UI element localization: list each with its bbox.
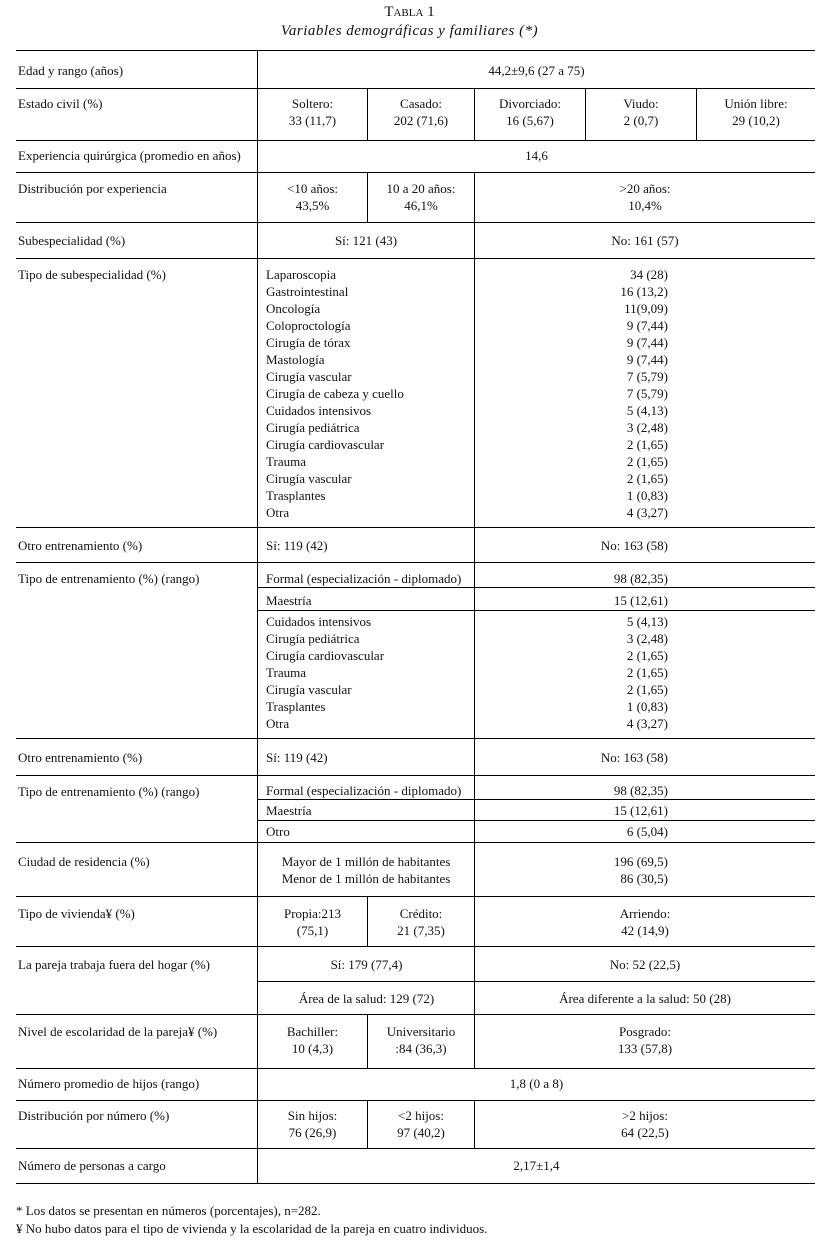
list-item (266, 664, 668, 681)
row-label: Número de personas a cargo (16, 1149, 258, 1183)
list-item (266, 317, 668, 334)
item-name: Oncología (266, 301, 321, 316)
row-estado-civil (16, 88, 815, 140)
list-item (266, 698, 668, 715)
item-value: 6 (5,04) (626, 824, 668, 839)
cell-value: 44,2±9,6 (27 a 75) (488, 63, 585, 78)
row-label: Tipo de subespecialidad (%) (16, 259, 258, 527)
divider (258, 981, 815, 982)
list-item (266, 283, 668, 300)
row-label: Estado civil (%) (16, 89, 258, 140)
cell-universitario (368, 1015, 475, 1068)
item-name: Cirugía vascular (266, 682, 352, 697)
row-vivienda (16, 896, 815, 946)
row-label: Tipo de vivienda¥ (%) (16, 897, 258, 946)
footnote: ¥ No hubo datos para el tipo de vivienda y la escolaridad de la pareja en cuatro individuos. (16, 1221, 488, 1236)
cell-head: >2 hijos: (622, 1108, 668, 1123)
cell-value: 43,5% (295, 198, 330, 213)
item-name: Otra (266, 716, 290, 731)
item-name: Trasplantes (266, 488, 326, 503)
cell-head: Bachiller: (286, 1024, 339, 1039)
item-name: Maestría (266, 803, 312, 818)
divider (258, 610, 815, 611)
list-item (266, 823, 668, 840)
cell-credito (368, 897, 475, 946)
row-label: Experiencia quirúrgica (promedio en años) (16, 141, 258, 172)
list-item (266, 715, 668, 732)
row-escolaridad (16, 1014, 815, 1068)
divider (258, 587, 815, 588)
cell-area-diferente: Área diferente a la salud: 50 (28) (559, 991, 731, 1006)
item-value: 2 (1,65) (626, 682, 668, 697)
cell-value: 202 (71,6) (393, 113, 449, 128)
item-name: Gastrointestinal (266, 284, 349, 299)
item-name: Cuidados intensivos (266, 403, 372, 418)
item-value: 9 (7,44) (626, 352, 668, 367)
row-label: Distribución por número (%) (16, 1101, 258, 1148)
cell-value: 33 (11,7) (288, 113, 337, 128)
cell-value: 14,6 (525, 148, 548, 163)
item-value: 16 (13,2) (620, 284, 668, 299)
item-name: Cirugía de tórax (266, 335, 351, 350)
row-edad (16, 50, 815, 88)
cell-head: Universitario (386, 1024, 456, 1039)
cell-value: 1,8 (0 a 8) (509, 1076, 564, 1091)
item-value: 2 (1,65) (626, 454, 668, 469)
row-experiencia (16, 140, 815, 172)
item-name: Cirugía cardiovascular (266, 648, 385, 663)
item-name: Trauma (266, 665, 306, 680)
cell-categorias (258, 843, 475, 896)
row-label: Edad y rango (años) (16, 51, 258, 88)
item-value: 4 (3,27) (626, 505, 668, 520)
item-name: Formal (especialización - diplomado) (266, 571, 462, 586)
row-label: Otro entrenamiento (%) (16, 528, 258, 562)
cell-arriendo (475, 897, 815, 946)
cell-mas-20 (475, 173, 815, 222)
cell-head: <10 años: (286, 181, 339, 196)
item-value: 1 (0,83) (626, 488, 668, 503)
list-item (266, 300, 668, 317)
list-item (266, 592, 668, 609)
item-value: 15 (12,61) (613, 803, 668, 818)
cell-posgrado (475, 1015, 815, 1068)
item-name: Formal (especialización - diplomado) (266, 783, 462, 798)
cell-no: No: 52 (22,5) (609, 957, 681, 972)
item-value: 2 (1,65) (626, 648, 668, 663)
cell-value: 10 (4,3) (291, 1041, 334, 1056)
item-name: Cirugía vascular (266, 471, 352, 486)
item-value: 98 (82,35) (613, 571, 668, 586)
list-item (266, 570, 668, 587)
cell-value: 2,17±1,4 (513, 1158, 560, 1173)
cell-si: Sí: 119 (42) (258, 739, 475, 775)
cell-menos-10 (258, 173, 368, 222)
cell-value: 97 (40,2) (397, 1125, 445, 1140)
list-item (266, 504, 668, 521)
cell-head: Casado: (400, 96, 442, 111)
row-distribucion-experiencia (16, 172, 815, 222)
cell-value: 29 (10,2) (732, 113, 780, 128)
item-name: Trasplantes (266, 699, 326, 714)
list-item (266, 266, 668, 283)
row-tipo-subespecialidad (16, 258, 815, 527)
cell-sin-hijos (258, 1101, 368, 1148)
cell-no: No: 163 (58) (600, 538, 668, 553)
cell-head: Arriendo: (619, 906, 671, 921)
item-name: Laparoscopia (266, 267, 337, 282)
cell-value: 133 (57,8) (617, 1041, 673, 1056)
list-item (266, 782, 668, 799)
cell-head: Viudo: (623, 96, 659, 111)
list-item (266, 385, 668, 402)
list-item (266, 368, 668, 385)
table-title: Variables demográficas y familiares (*) (280, 23, 539, 39)
row-label: Ciudad de residencia (%) (16, 843, 258, 896)
cell-head: Crédito: (399, 906, 443, 921)
cell-propia (258, 897, 368, 946)
cell-si: Sí: 179 (77,4) (330, 957, 403, 972)
item-name: Mastología (266, 352, 325, 367)
cell-soltero (258, 89, 368, 140)
cell-casado (368, 89, 475, 140)
cell-value: 42 (14,9) (621, 923, 669, 938)
cell-head: Divorciado: (498, 96, 562, 111)
item-value: 11(9,09) (624, 301, 668, 316)
item-name: Otro (266, 824, 290, 839)
item-value: 7 (5,79) (626, 386, 668, 401)
list-item (266, 351, 668, 368)
row-label: Tipo de entrenamiento (%) (rango) (16, 563, 258, 738)
item-value: 4 (3,27) (626, 716, 668, 731)
list-item (266, 436, 668, 453)
table-number: Tabla 1 (384, 4, 435, 20)
row-tipo-entrenamiento (16, 562, 815, 738)
row-label: Nivel de escolaridad de la pareja¥ (%) (16, 1015, 258, 1068)
cell-valores (475, 843, 668, 896)
cell-value: :84 (36,3) (395, 1041, 447, 1056)
item-value: 3 (2,48) (626, 420, 668, 435)
item-name: Maestría (266, 593, 312, 608)
row-hijos (16, 1068, 815, 1100)
cell-menos-2 (368, 1101, 475, 1148)
row-label: Otro entrenamiento (%) (16, 739, 258, 775)
list-item (266, 419, 668, 436)
item-value: 98 (82,35) (613, 783, 668, 798)
cell-value: 76 (26,9) (288, 1125, 337, 1140)
cell-mas-2 (475, 1101, 815, 1148)
cell-menor: Menor de 1 millón de habitantes (281, 871, 451, 886)
item-value: 2 (1,65) (626, 665, 668, 680)
row-label: La pareja trabaja fuera del hogar (%) (16, 947, 258, 1014)
list-item (266, 647, 668, 664)
list-item (266, 630, 668, 647)
item-value: 9 (7,44) (626, 335, 668, 350)
cell-no: No: 163 (58) (600, 750, 668, 765)
item-name: Cirugía de cabeza y cuello (266, 386, 404, 401)
row-label: Tipo de entrenamiento (%) (rango) (16, 776, 258, 842)
cell-divorciado (475, 89, 586, 140)
cell-head: >20 años: (619, 181, 671, 196)
cell-viudo (586, 89, 697, 140)
cell-10-20 (368, 173, 475, 222)
item-value: 5 (4,13) (626, 614, 668, 629)
item-value: 5 (4,13) (626, 403, 668, 418)
list-item (266, 453, 668, 470)
cell-value: 16 (5,67) (506, 113, 554, 128)
cell-value: 86 (30,5) (620, 871, 668, 886)
cell-si: Sí: 121 (43) (258, 223, 475, 258)
row-tipo-entrenamiento-2 (16, 775, 815, 842)
cell-head: Soltero: (291, 96, 334, 111)
cell-value: 64 (22,5) (621, 1125, 669, 1140)
item-value: 1 (0,83) (626, 699, 668, 714)
item-name: Cirugía pediátrica (266, 420, 360, 435)
row-label: Distribución por experiencia (16, 173, 258, 222)
divider (258, 820, 815, 821)
cell-head: Propia:213 (283, 906, 342, 921)
item-name: Cirugía pediátrica (266, 631, 360, 646)
list-item (266, 681, 668, 698)
cell-si: Sí: 119 (42) (258, 528, 475, 562)
divider (258, 799, 815, 800)
cell-head: <2 hijos: (398, 1108, 444, 1123)
cell-mayor: Mayor de 1 millón de habitantes (281, 854, 451, 869)
cell-union-libre (697, 89, 815, 140)
cell-head: Unión libre: (724, 96, 788, 111)
cell-no: No: 161 (57) (611, 233, 679, 248)
cell-value: 2 (0,7) (623, 113, 659, 128)
list-item (266, 487, 668, 504)
row-otro-entrenamiento (16, 527, 815, 562)
cell-value: 21 (7,35) (397, 923, 445, 938)
cell-head: Posgrado: (619, 1024, 671, 1039)
row-label: Subespecialidad (%) (16, 223, 258, 258)
item-value: 15 (12,61) (613, 593, 668, 608)
row-distribucion-numero (16, 1100, 815, 1148)
list-item (266, 470, 668, 487)
cell-value: 196 (69,5) (613, 854, 668, 869)
item-value: 7 (5,79) (626, 369, 668, 384)
row-otro-entrenamiento-2 (16, 738, 815, 775)
item-value: 9 (7,44) (626, 318, 668, 333)
list-item (266, 334, 668, 351)
item-name: Cuidados intensivos (266, 614, 372, 629)
item-name: Otra (266, 505, 290, 520)
cell-value: 46,1% (404, 198, 438, 213)
row-label: Número promedio de hijos (rango) (16, 1069, 258, 1100)
cell-value: 10,4% (628, 198, 662, 213)
item-value: 34 (28) (630, 267, 668, 282)
row-pareja-trabaja (16, 946, 815, 1014)
list-item (266, 802, 668, 819)
footnote: * Los datos se presentan en números (porcentajes), n=282. (16, 1203, 321, 1218)
list-item (266, 402, 668, 419)
cell-value: (75,1) (296, 923, 329, 938)
item-value: 2 (1,65) (626, 471, 668, 486)
item-name: Cirugía vascular (266, 369, 352, 384)
item-name: Cirugía cardiovascular (266, 437, 385, 452)
item-name: Coloproctología (266, 318, 351, 333)
item-value: 3 (2,48) (626, 631, 668, 646)
list-item (266, 613, 668, 630)
row-personas-cargo (16, 1148, 815, 1184)
item-value: 2 (1,65) (626, 437, 668, 452)
cell-bachiller (258, 1015, 368, 1068)
cell-area-salud: Área de la salud: 129 (72) (298, 991, 435, 1006)
row-ciudad (16, 842, 815, 896)
cell-head: 10 a 20 años: (386, 181, 456, 196)
cell-head: Sin hijos: (287, 1108, 338, 1123)
item-name: Trauma (266, 454, 306, 469)
row-subespecialidad (16, 222, 815, 258)
